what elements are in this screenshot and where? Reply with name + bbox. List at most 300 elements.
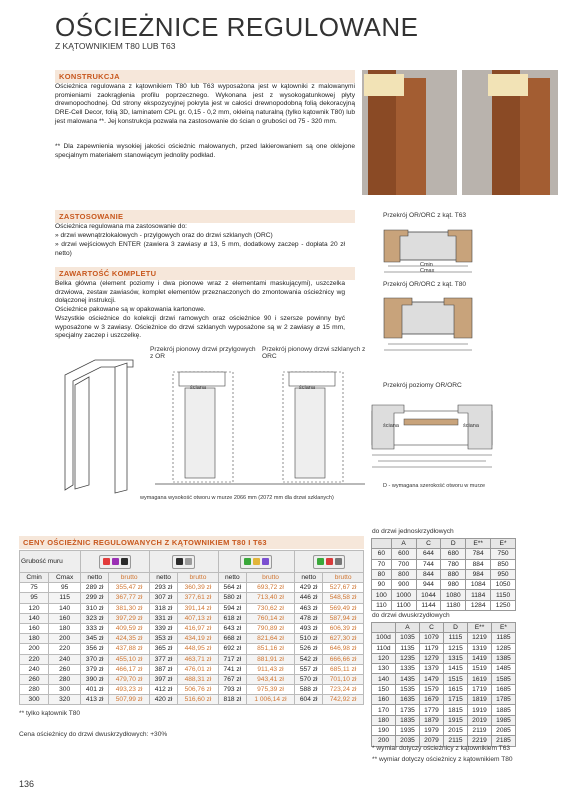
price-row: [20, 634, 364, 644]
finish-icons-2: [149, 551, 218, 573]
size-cell: 2185: [492, 736, 516, 746]
col-netto-3: netto: [218, 573, 246, 583]
price-row: [20, 623, 364, 633]
diagram-pion-orc-caption: Przekrój pionowy drzwi szklanych z ORC: [262, 346, 366, 360]
diagram-d-note: D - wymagana szerokość otworu w murze: [383, 483, 486, 489]
size-cell: 2079: [420, 736, 444, 746]
price-cell: 618 zł: [218, 613, 246, 623]
price-cell: 570 zł: [295, 674, 323, 684]
price-cell: 407,13 zł: [178, 613, 219, 623]
price-cell: 424,35 zł: [109, 634, 150, 644]
price-cell: 339 zł: [149, 623, 177, 633]
size-cell: 1635: [396, 695, 420, 705]
size-cell: 1235: [396, 653, 420, 663]
price-cell: 506,76 zł: [178, 685, 219, 695]
size-cell: 1315: [444, 653, 468, 663]
size-header: C: [416, 539, 441, 549]
price-cell: 692 zł: [218, 644, 246, 654]
price-cell: 943,41 zł: [246, 674, 294, 684]
size-cell: 2119: [468, 725, 492, 735]
size-cell: 1144: [416, 600, 441, 610]
price-cell: 180: [20, 634, 49, 644]
size-cell: 1335: [396, 664, 420, 674]
size-cell: 744: [416, 559, 441, 569]
diagram-horizontal-section: [368, 393, 498, 473]
price-cell: 353 zł: [149, 634, 177, 644]
size-cell: 1435: [396, 674, 420, 684]
price-cell: 627,30 zł: [323, 634, 364, 644]
diagram-t80: [378, 292, 488, 354]
price-cell: 409,59 zł: [109, 623, 150, 633]
size-header: E**: [466, 539, 491, 549]
price-cell: 507,99 zł: [109, 695, 150, 705]
size-cell: 1084: [466, 580, 491, 590]
size-cell: 180: [372, 715, 396, 725]
price-cell: 300: [20, 695, 49, 705]
size-row: [372, 695, 516, 705]
size-cell: 644: [416, 549, 441, 559]
size-cell: 1619: [468, 674, 492, 684]
price-cell: 881,91 zł: [246, 654, 294, 664]
size-cell: 780: [441, 559, 466, 569]
diagram-wymagana-note: wymagana wysokość otworu w murze 2066 mm (2072 mm dla drzwi szklanych): [140, 495, 334, 501]
size-cell: 1419: [468, 653, 492, 663]
price-cell: 390 zł: [81, 674, 109, 684]
price-cell: 466,17 zł: [109, 664, 150, 674]
price-cell: 448,95 zł: [178, 644, 219, 654]
price-cell: 367,77 zł: [109, 593, 150, 603]
size-cell: 984: [466, 569, 491, 579]
price-cell: 790,89 zł: [246, 623, 294, 633]
size-row: [372, 549, 516, 559]
price-row: [20, 685, 364, 695]
size-header: [372, 623, 396, 633]
size-row: [372, 569, 516, 579]
price-cell: 416,97 zł: [178, 623, 219, 633]
zawartosc-text-1: Belka główna (element poziomy i dwa pionowe wraz z elementami maskującymi), uszczelka drzwiowa, zestaw zawiasów, komplet elementów przeznaczonych do zmontowania ościeżnicy wg dołączonej instrukcji.: [55, 280, 345, 305]
col-brutto-4: brutto: [323, 573, 364, 583]
page-number: 136: [19, 779, 35, 789]
price-cell: 730,62 zł: [246, 603, 294, 613]
price-cell: 723,24 zł: [323, 685, 364, 695]
price-cell: 666,66 zł: [323, 654, 364, 664]
col-cmax: Cmax: [49, 573, 81, 583]
page-title: OŚCIEŻNICE REGULOWANE: [55, 12, 419, 42]
price-cell: 587,94 zł: [323, 613, 364, 623]
price-cell: 463 zł: [295, 603, 323, 613]
price-cell: 564 zł: [218, 583, 246, 593]
price-cell: 323 zł: [81, 613, 109, 623]
size-cell: 2115: [444, 736, 468, 746]
size-row: [372, 725, 516, 735]
size-cell: 1135: [396, 643, 420, 653]
price-cell: 1 006,14 zł: [246, 695, 294, 705]
price-cell: 356 zł: [81, 644, 109, 654]
price-cell: 821,64 zł: [246, 634, 294, 644]
size-cell: 140: [372, 674, 396, 684]
price-cell: 333 zł: [81, 623, 109, 633]
size-cell: 1985: [492, 715, 516, 725]
size-header: A: [391, 539, 416, 549]
finish-cpl-icon: [176, 558, 183, 565]
size-cell: 1919: [468, 705, 492, 715]
size-cell: 1179: [420, 643, 444, 653]
price-cell: 580 zł: [218, 593, 246, 603]
price-cell: 413 zł: [81, 695, 109, 705]
diagram-pion-or-caption: Przekrój pionowy drzwi przylgowych z OR: [150, 346, 256, 360]
price-cell: 240: [49, 654, 81, 664]
price-cell: 717 zł: [218, 654, 246, 664]
size-cell: 1585: [492, 674, 516, 684]
price-cell: 606,39 zł: [323, 623, 364, 633]
price-cell: 397,29 zł: [109, 613, 150, 623]
price-cell: 493,23 zł: [109, 685, 150, 695]
price-cell: 220: [49, 644, 81, 654]
size-cell: 1715: [444, 695, 468, 705]
price-cell: 280: [20, 685, 49, 695]
price-cell: 713,40 zł: [246, 593, 294, 603]
col-brutto-2: brutto: [178, 573, 219, 583]
size-cell: 900: [391, 580, 416, 590]
size-cell: 1115: [444, 633, 468, 643]
size-cell: 850: [491, 559, 516, 569]
size-row: [372, 600, 516, 610]
finish-green-icon: [244, 558, 251, 565]
diagram-sciana-label-4: ściana: [463, 423, 479, 429]
finish-icons-3: [218, 551, 294, 573]
size-cell: 160: [372, 695, 396, 705]
size-cell: 190: [372, 725, 396, 735]
price-cell: 299 zł: [81, 593, 109, 603]
double-table-title: do drzwi dwuskrzydłowych: [372, 612, 450, 619]
size-cell: 2035: [396, 736, 420, 746]
diagram-t80-caption: Przekrój OR/ORC z kąt. T80: [383, 281, 467, 288]
size-cell: 1080: [441, 590, 466, 600]
section-konstrukcja-heading: KONSTRUKCJA: [55, 70, 355, 83]
price-cell: 741 zł: [218, 664, 246, 674]
size-cell: 100d: [372, 633, 396, 643]
price-cell: 387 zł: [149, 664, 177, 674]
size-cell: 1535: [396, 684, 420, 694]
single-table-title: do drzwi jednoskrzydłowych: [372, 528, 454, 535]
price-cell: 420 zł: [149, 695, 177, 705]
price-cell: 260: [20, 674, 49, 684]
size-cell: 1785: [492, 695, 516, 705]
size-row: [372, 674, 516, 684]
price-cell: 307 zł: [149, 593, 177, 603]
price-cell: 588 zł: [295, 685, 323, 695]
size-cell: 1819: [468, 695, 492, 705]
size-cell: 1515: [444, 674, 468, 684]
size-row: [372, 653, 516, 663]
price-cell: 526 zł: [295, 644, 323, 654]
price-cell: 377 zł: [149, 654, 177, 664]
price-cell: 548,58 zł: [323, 593, 364, 603]
price-row: [20, 674, 364, 684]
size-cell: 2219: [468, 736, 492, 746]
price-cell: 381,30 zł: [109, 603, 150, 613]
price-cell: 293 zł: [149, 583, 177, 593]
price-cell: 701,10 zł: [323, 674, 364, 684]
diagram-sciana-label-3: ściana: [383, 423, 399, 429]
price-cell: 200: [20, 644, 49, 654]
finish-icons-1: [81, 551, 150, 573]
konstrukcja-text: Ościeżnica regulowana z kątownikiem T80 lub T63 wyposażona jest w kątowniki z malowanymi promieniami zaokrąglenia profilu poprzecznego. Wykonana jest z wysokogatunkowej płyty drewnopochodnej. Od strony ekspozycyjnej pokryta jest w całości drewnopodobną folią dekoracyjną DRE-Cell Decor, folią 3D, laminatem CPL gr. 0,15 - 0,2 mm, okleiną naturalną (tylko kątownik T80) lub jest malowana **. Jej konstrukcja pozwala na zastosowanie do ścian o grubości od 75 - 320 mm.: [55, 83, 355, 125]
finish-lak-icon: [317, 558, 324, 565]
price-cell: 463,71 zł: [178, 654, 219, 664]
size-cell: 1519: [468, 664, 492, 674]
price-cell: 446 zł: [295, 593, 323, 603]
size-cell: 70: [372, 559, 392, 569]
size-row: [372, 715, 516, 725]
col-netto-2: netto: [149, 573, 177, 583]
zawartosc-text-3: Wszystkie ościeżnice do kolekcji drzwi ramowych oraz ościeżnice 90 i szersze powinny być wyposażone w 3 zawiasy. Ościeżnice do drzwi szklanych wyposażone są w 2 zawiasy ø 15 mm, specjalny zaczep i uszczelkę.: [55, 315, 345, 340]
size-cell: 1319: [468, 643, 492, 653]
price-row: [20, 664, 364, 674]
price-row: [20, 613, 364, 623]
price-row: [20, 583, 364, 593]
price-cell: 818 zł: [218, 695, 246, 705]
price-footnote: ** tylko kątownik T80: [19, 710, 81, 717]
door-frame-drawing: [55, 355, 140, 495]
size-row: [372, 580, 516, 590]
price-cell: 569,49 zł: [323, 603, 364, 613]
size-cell: 150: [372, 684, 396, 694]
col-netto-1: netto: [81, 573, 109, 583]
size-cell: 60: [372, 549, 392, 559]
size-cell: 1615: [444, 684, 468, 694]
size-cell: 130: [372, 664, 396, 674]
price-table-heading: CENY OŚCIEŻNIC REGULOWANYCH Z KĄTOWNIKIEM T80 I T63: [19, 536, 364, 549]
price-cell: 345 zł: [81, 634, 109, 644]
price-cell: 75: [20, 583, 49, 593]
price-cell: 527,67 zł: [323, 583, 364, 593]
price-cell: 510 zł: [295, 634, 323, 644]
size-row: [372, 633, 516, 643]
diagram-vertical-sections: [145, 368, 375, 488]
size-cell: 2019: [468, 715, 492, 725]
col-cmin: Cmin: [20, 573, 49, 583]
price-cell: 160: [20, 623, 49, 633]
size-cell: 110: [372, 600, 392, 610]
price-cell: 120: [20, 603, 49, 613]
size-cell: 880: [441, 569, 466, 579]
size-cell: 1180: [441, 600, 466, 610]
size-cell: 1915: [444, 715, 468, 725]
size-cell: 1185: [492, 633, 516, 643]
price-cell: 455,10 zł: [109, 654, 150, 664]
diagram-t63-cmin: Cmin: [420, 262, 433, 268]
size-header: [372, 539, 392, 549]
size-cell: 980: [441, 580, 466, 590]
size-cell: 784: [466, 549, 491, 559]
size-header: A: [396, 623, 420, 633]
zastosowanie-intro: Ościeżnica regulowana ma zastosowanie do:: [55, 223, 187, 230]
price-cell: 95: [49, 583, 81, 593]
diagram-t63: [378, 222, 488, 274]
price-cell: 220: [20, 654, 49, 664]
price-cell: 370 zł: [81, 654, 109, 664]
size-cell: 1150: [491, 590, 516, 600]
size-cell: 170: [372, 705, 396, 715]
price-cell: 397 zł: [149, 674, 177, 684]
size-cell: 1100: [391, 600, 416, 610]
price-cell: 115: [49, 593, 81, 603]
zawartosc-text-2: Ościeżnice pakowane są w opakowania kartonowe.: [55, 306, 206, 313]
size-cell: 950: [491, 569, 516, 579]
size-cell: 2085: [492, 725, 516, 735]
price-cell: 911,43 zł: [246, 664, 294, 674]
size-row: [372, 664, 516, 674]
price-dwuskrzydlowe: Cena ościeżnicy do drzwi dwuskrzydłowych: +30%: [19, 731, 168, 738]
size-header: C: [420, 623, 444, 633]
size-cell: 1679: [420, 695, 444, 705]
diagram-poziomy-caption: Przekrój poziomy OR/ORC: [383, 382, 462, 389]
price-cell: 401 zł: [81, 685, 109, 695]
price-cell: 643 zł: [218, 623, 246, 633]
price-row: [20, 603, 364, 613]
size-cell: 800: [391, 569, 416, 579]
col-brutto-1: brutto: [109, 573, 150, 583]
size-header: E*: [491, 539, 516, 549]
price-table: [19, 550, 364, 705]
zastosowanie-item-2: » drzwi wejściowych ENTER (zawiera 3 zawiasy ø 13, 5 mm, dodatkowy zaczep - dopłata 20 zł netto): [55, 241, 345, 257]
finish-red-icon: [326, 558, 333, 565]
price-cell: 180: [49, 623, 81, 633]
price-cell: 379 zł: [81, 664, 109, 674]
size-header: E*: [492, 623, 516, 633]
price-cell: 355,47 zł: [109, 583, 150, 593]
price-cell: 310 zł: [81, 603, 109, 613]
size-header: D: [444, 623, 468, 633]
size-cell: 1979: [420, 725, 444, 735]
size-cell: 700: [391, 559, 416, 569]
double-note-2: ** wymiar dotyczy ościeżnicy z kątownikiem T80: [372, 756, 513, 763]
size-cell: 120: [372, 653, 396, 663]
size-cell: 1215: [444, 643, 468, 653]
size-cell: 100: [372, 590, 392, 600]
size-row: [372, 643, 516, 653]
size-cell: 2015: [444, 725, 468, 735]
size-cell: 1050: [491, 580, 516, 590]
size-cell: 1485: [492, 664, 516, 674]
price-cell: 95: [20, 593, 49, 603]
single-leaf-table: [371, 538, 516, 611]
zastosowanie-item-1: » drzwi wewnątrzlokalowych - przylgowych oraz do drzwi szklanych (ORC): [55, 232, 273, 239]
price-cell: 793 zł: [218, 685, 246, 695]
size-row: [372, 684, 516, 694]
finish-ss-icon: [121, 558, 128, 565]
price-cell: 200: [49, 634, 81, 644]
price-cell: 668 zł: [218, 634, 246, 644]
size-cell: 90: [372, 580, 392, 590]
size-row: [372, 559, 516, 569]
price-cell: 377,61 zł: [178, 593, 219, 603]
size-cell: 750: [491, 549, 516, 559]
finish-icons-4: [295, 551, 364, 573]
size-cell: 1685: [492, 684, 516, 694]
price-cell: 280: [49, 674, 81, 684]
size-cell: 884: [466, 559, 491, 569]
size-cell: 1935: [396, 725, 420, 735]
size-cell: 1044: [416, 590, 441, 600]
page-subtitle: Z KĄTOWNIKIEM T80 LUB T63: [55, 41, 176, 51]
price-cell: 488,31 zł: [178, 674, 219, 684]
size-cell: 1719: [468, 684, 492, 694]
size-cell: 1835: [396, 715, 420, 725]
size-cell: 1385: [492, 653, 516, 663]
finish-yellow-icon: [253, 558, 260, 565]
price-cell: 742,92 zł: [323, 695, 364, 705]
price-cell: 646,98 zł: [323, 644, 364, 654]
size-cell: 1415: [444, 664, 468, 674]
price-cell: 429 zł: [295, 583, 323, 593]
size-cell: 1250: [491, 600, 516, 610]
price-row: [20, 644, 364, 654]
finish-sn-icon: [185, 558, 192, 565]
price-cell: 260: [49, 664, 81, 674]
price-cell: 289 zł: [81, 583, 109, 593]
price-cell: 604 zł: [295, 695, 323, 705]
section-zawartosc-heading: ZAWARTOŚĆ KOMPLETU: [55, 267, 355, 280]
price-cell: 320: [49, 695, 81, 705]
frame-photos: [362, 70, 558, 195]
price-cell: 140: [49, 603, 81, 613]
price-cell: 300: [49, 685, 81, 695]
finish-grey-icon: [335, 558, 342, 565]
price-cell: 478 zł: [295, 613, 323, 623]
size-cell: 1879: [420, 715, 444, 725]
price-row: [20, 695, 364, 705]
size-cell: 1285: [492, 643, 516, 653]
section-zastosowanie-heading: ZASTOSOWANIE: [55, 210, 355, 223]
double-note-1: * wymiar dotyczy ościeżnicy z kątownikiem T63: [372, 745, 511, 752]
size-cell: 1579: [420, 684, 444, 694]
col-brutto-3: brutto: [246, 573, 294, 583]
price-cell: 412 zł: [149, 685, 177, 695]
size-cell: 110d: [372, 643, 396, 653]
price-cell: 493 zł: [295, 623, 323, 633]
size-cell: 1779: [420, 705, 444, 715]
price-cell: 594 zł: [218, 603, 246, 613]
size-cell: 1735: [396, 705, 420, 715]
size-header: E**: [468, 623, 492, 633]
grubosc-header: Grubość muru: [20, 551, 81, 573]
size-cell: 1885: [492, 705, 516, 715]
price-cell: 391,14 zł: [178, 603, 219, 613]
finish-purple-icon: [262, 558, 269, 565]
price-row: [20, 593, 364, 603]
price-cell: 476,01 zł: [178, 664, 219, 674]
size-cell: 1479: [420, 674, 444, 684]
size-cell: 600: [391, 549, 416, 559]
price-cell: 437,88 zł: [109, 644, 150, 654]
price-cell: 331 zł: [149, 613, 177, 623]
price-cell: 318 zł: [149, 603, 177, 613]
size-row: [372, 590, 516, 600]
price-cell: 140: [20, 613, 49, 623]
col-netto-4: netto: [295, 573, 323, 583]
diagram-sciana-label-2: ściana: [299, 385, 315, 391]
size-cell: 1815: [444, 705, 468, 715]
price-cell: 685,11 zł: [323, 664, 364, 674]
price-cell: 516,60 zł: [178, 695, 219, 705]
size-cell: 1219: [468, 633, 492, 643]
price-cell: 557 zł: [295, 664, 323, 674]
finish-3d-icon: [112, 558, 119, 565]
diagram-sciana-label-1: ściana: [190, 385, 206, 391]
size-cell: 200: [372, 736, 396, 746]
